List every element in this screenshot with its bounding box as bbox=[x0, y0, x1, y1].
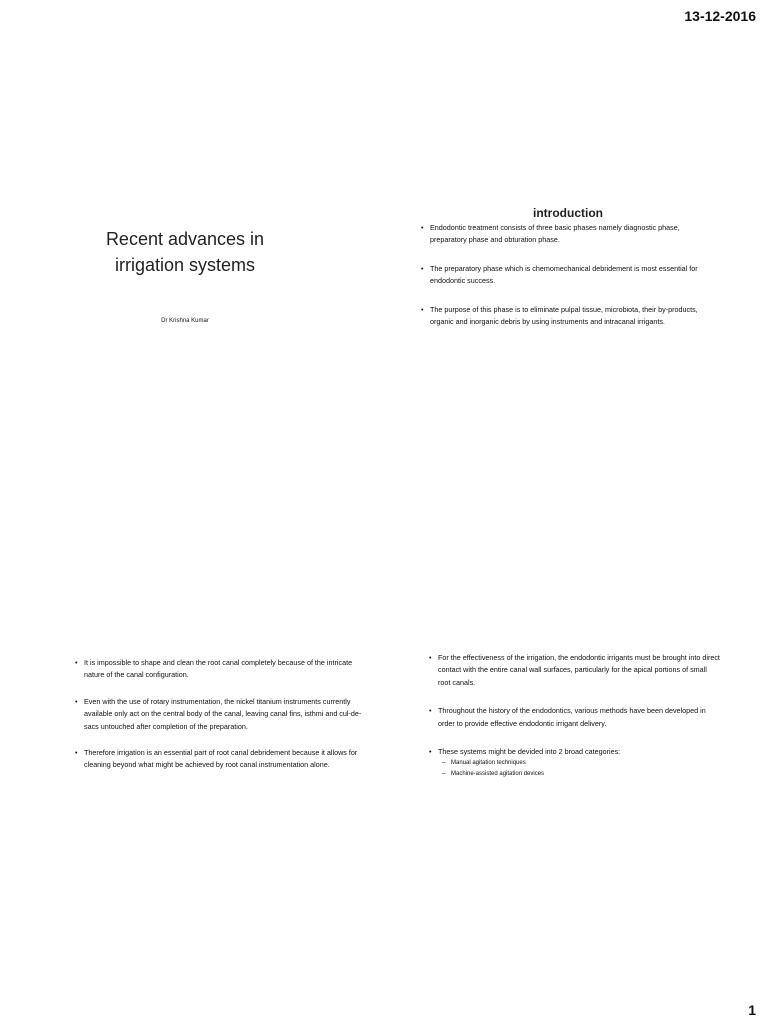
bullet-text: These systems might be devided into 2 broad categories: bbox=[438, 747, 621, 757]
bullet-item: • The preparatory phase which is chemomechanical debridement is most essential for endodontic success. bbox=[420, 263, 716, 288]
bullet-list bbox=[420, 222, 716, 328]
title-line-2: irrigation systems bbox=[114, 255, 256, 275]
sub-bullet-item: – Manual agitation techniques bbox=[442, 758, 720, 769]
slide-irrigation-methods bbox=[428, 652, 720, 796]
sub-bullet-item: – Machine-assisted agitation devices bbox=[442, 769, 720, 780]
bullet-item: • The purpose of this phase is to eliminate pulpal tissue, microbiota, their by-products, organic and inorganic debris by using instruments and intracanal irrigants. bbox=[420, 304, 716, 329]
bullet-list bbox=[74, 657, 370, 772]
title-line-1: Recent advances in bbox=[105, 229, 265, 249]
sub-bullet-list bbox=[438, 758, 720, 780]
bullet-item: • For the effectiveness of the irrigation, the endodontic irrigants must be brought into direct contact with the entire canal wall surfaces, particularly for the apical portions of small root canals. bbox=[428, 652, 720, 689]
slide-introduction bbox=[420, 206, 716, 344]
bullet-list bbox=[428, 652, 720, 780]
bullet-item-categories bbox=[428, 746, 720, 780]
bullet-item: • Throughout the history of the endodontics, various methods have been developed in order to provide effective endodontic irrigant delivery. bbox=[428, 705, 720, 730]
slide-canal-cleaning bbox=[74, 657, 370, 786]
slide-title-text bbox=[60, 226, 310, 278]
page-number: 1 bbox=[748, 1002, 756, 1018]
header-date: 13-12-2016 bbox=[684, 8, 756, 24]
bullet-item: • Even with the use of rotary instrumentation, the nickel titanium instruments currently available only act on the central body of the canal, leaving canal fins, isthmi and cul-de-sacs untouched after completion of the preparation. bbox=[74, 696, 370, 733]
bullet-item: • Endodontic treatment consists of three basic phases namely diagnostic phase, preparatory phase and obturation phase. bbox=[420, 222, 716, 247]
bullet-item: • It is impossible to shape and clean the root canal completely because of the intricate nature of the canal configuration. bbox=[74, 657, 370, 682]
slide-title bbox=[60, 226, 310, 324]
slide-heading: introduction bbox=[533, 206, 603, 220]
bullet-item: • Therefore irrigation is an essential part of root canal debridement because it allows for cleaning beyond what might be achieved by root canal instrumentation alone. bbox=[74, 747, 370, 772]
author-name: Dr Krishna Kumar bbox=[161, 318, 209, 324]
